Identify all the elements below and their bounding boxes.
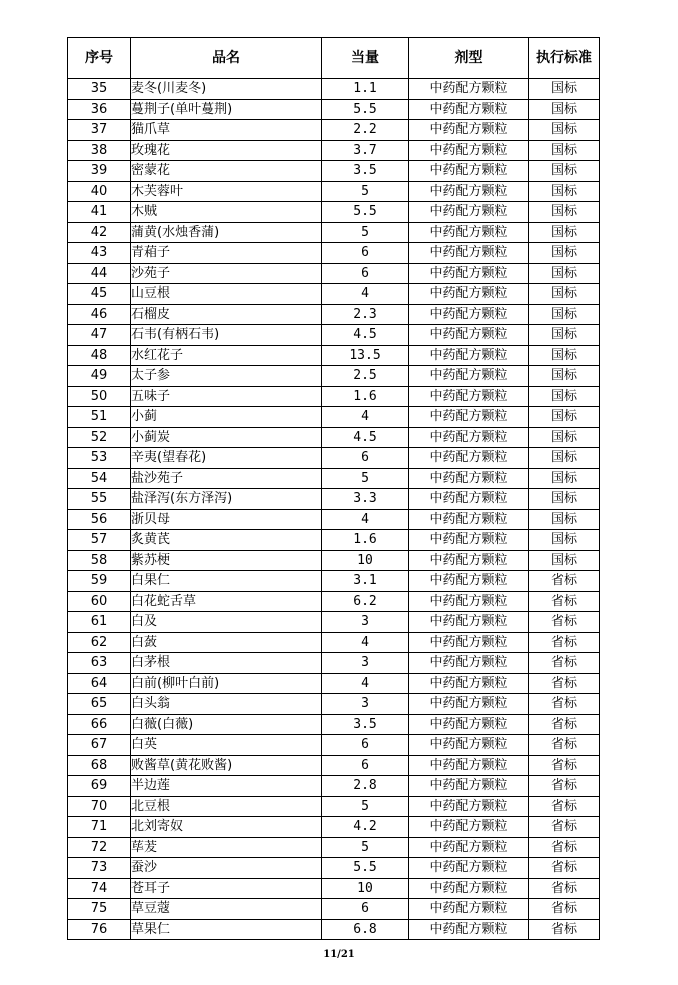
cell-serial: 58 bbox=[68, 550, 131, 571]
cell-dosage-form: 中药配方颗粒 bbox=[409, 878, 529, 899]
cell-standard: 国标 bbox=[529, 407, 600, 428]
cell-dosage-form: 中药配方颗粒 bbox=[409, 366, 529, 387]
cell-dosage-form: 中药配方颗粒 bbox=[409, 550, 529, 571]
cell-name: 白前(柳叶白前) bbox=[131, 673, 322, 694]
cell-dosage-form: 中药配方颗粒 bbox=[409, 837, 529, 858]
cell-serial: 61 bbox=[68, 612, 131, 633]
cell-standard: 国标 bbox=[529, 181, 600, 202]
cell-serial: 46 bbox=[68, 304, 131, 325]
cell-standard: 国标 bbox=[529, 325, 600, 346]
cell-name: 木芙蓉叶 bbox=[131, 181, 322, 202]
table-row bbox=[68, 755, 600, 776]
cell-standard: 国标 bbox=[529, 345, 600, 366]
cell-equivalent: 5 bbox=[322, 796, 409, 817]
cell-standard: 省标 bbox=[529, 612, 600, 633]
cell-equivalent: 1.1 bbox=[322, 79, 409, 100]
cell-serial: 42 bbox=[68, 222, 131, 243]
table-row bbox=[68, 817, 600, 838]
cell-standard: 省标 bbox=[529, 591, 600, 612]
cell-equivalent: 5.5 bbox=[322, 99, 409, 120]
cell-equivalent: 4.5 bbox=[322, 325, 409, 346]
cell-equivalent: 10 bbox=[322, 550, 409, 571]
cell-serial: 54 bbox=[68, 468, 131, 489]
cell-name: 白及 bbox=[131, 612, 322, 633]
cell-standard: 省标 bbox=[529, 919, 600, 940]
cell-name: 草豆蔻 bbox=[131, 899, 322, 920]
cell-standard: 国标 bbox=[529, 120, 600, 141]
cell-name: 五味子 bbox=[131, 386, 322, 407]
cell-equivalent: 3.7 bbox=[322, 140, 409, 161]
cell-name: 蔓荆子(单叶蔓荆) bbox=[131, 99, 322, 120]
cell-equivalent: 3.1 bbox=[322, 571, 409, 592]
cell-name: 败酱草(黄花败酱) bbox=[131, 755, 322, 776]
table-row bbox=[68, 325, 600, 346]
cell-dosage-form: 中药配方颗粒 bbox=[409, 161, 529, 182]
cell-equivalent: 2.3 bbox=[322, 304, 409, 325]
cell-equivalent: 5.5 bbox=[322, 202, 409, 223]
cell-dosage-form: 中药配方颗粒 bbox=[409, 776, 529, 797]
cell-dosage-form: 中药配方颗粒 bbox=[409, 386, 529, 407]
cell-serial: 51 bbox=[68, 407, 131, 428]
table-row bbox=[68, 673, 600, 694]
cell-serial: 50 bbox=[68, 386, 131, 407]
cell-serial: 75 bbox=[68, 899, 131, 920]
cell-serial: 44 bbox=[68, 263, 131, 284]
table-row bbox=[68, 735, 600, 756]
cell-serial: 74 bbox=[68, 878, 131, 899]
cell-serial: 69 bbox=[68, 776, 131, 797]
cell-dosage-form: 中药配方颗粒 bbox=[409, 407, 529, 428]
cell-name: 白茅根 bbox=[131, 653, 322, 674]
cell-dosage-form: 中药配方颗粒 bbox=[409, 427, 529, 448]
cell-dosage-form: 中药配方颗粒 bbox=[409, 120, 529, 141]
cell-standard: 省标 bbox=[529, 878, 600, 899]
cell-dosage-form: 中药配方颗粒 bbox=[409, 222, 529, 243]
cell-dosage-form: 中药配方颗粒 bbox=[409, 79, 529, 100]
page-number: 11/21 bbox=[323, 949, 355, 960]
cell-dosage-form: 中药配方颗粒 bbox=[409, 284, 529, 305]
cell-dosage-form: 中药配方颗粒 bbox=[409, 530, 529, 551]
cell-equivalent: 4 bbox=[322, 407, 409, 428]
cell-serial: 60 bbox=[68, 591, 131, 612]
cell-name: 盐泽泻(东方泽泻) bbox=[131, 489, 322, 510]
cell-standard: 国标 bbox=[529, 489, 600, 510]
cell-serial: 35 bbox=[68, 79, 131, 100]
cell-serial: 47 bbox=[68, 325, 131, 346]
cell-standard: 国标 bbox=[529, 140, 600, 161]
cell-equivalent: 13.5 bbox=[322, 345, 409, 366]
cell-standard: 国标 bbox=[529, 304, 600, 325]
table-row bbox=[68, 632, 600, 653]
cell-equivalent: 4.5 bbox=[322, 427, 409, 448]
cell-standard: 省标 bbox=[529, 632, 600, 653]
table-row bbox=[68, 776, 600, 797]
header-standard: 执行标准 bbox=[529, 38, 600, 79]
cell-serial: 45 bbox=[68, 284, 131, 305]
cell-serial: 68 bbox=[68, 755, 131, 776]
cell-equivalent: 1.6 bbox=[322, 530, 409, 551]
cell-name: 荜茇 bbox=[131, 837, 322, 858]
cell-name: 玫瑰花 bbox=[131, 140, 322, 161]
cell-standard: 省标 bbox=[529, 776, 600, 797]
cell-name: 白果仁 bbox=[131, 571, 322, 592]
cell-dosage-form: 中药配方颗粒 bbox=[409, 714, 529, 735]
cell-serial: 43 bbox=[68, 243, 131, 264]
table-row bbox=[68, 120, 600, 141]
cell-dosage-form: 中药配方颗粒 bbox=[409, 181, 529, 202]
cell-serial: 63 bbox=[68, 653, 131, 674]
cell-standard: 国标 bbox=[529, 448, 600, 469]
cell-standard: 国标 bbox=[529, 222, 600, 243]
cell-standard: 省标 bbox=[529, 899, 600, 920]
cell-serial: 36 bbox=[68, 99, 131, 120]
cell-standard: 国标 bbox=[529, 263, 600, 284]
table-row bbox=[68, 99, 600, 120]
cell-standard: 国标 bbox=[529, 550, 600, 571]
cell-dosage-form: 中药配方颗粒 bbox=[409, 591, 529, 612]
table-row bbox=[68, 386, 600, 407]
cell-name: 石韦(有柄石韦) bbox=[131, 325, 322, 346]
cell-name: 浙贝母 bbox=[131, 509, 322, 530]
table-row bbox=[68, 489, 600, 510]
cell-name: 白蔹 bbox=[131, 632, 322, 653]
cell-serial: 52 bbox=[68, 427, 131, 448]
table-row bbox=[68, 919, 600, 940]
cell-serial: 53 bbox=[68, 448, 131, 469]
medicine-table bbox=[67, 37, 600, 940]
cell-equivalent: 2.8 bbox=[322, 776, 409, 797]
cell-equivalent: 4 bbox=[322, 632, 409, 653]
cell-serial: 41 bbox=[68, 202, 131, 223]
cell-equivalent: 4.2 bbox=[322, 817, 409, 838]
cell-name: 草果仁 bbox=[131, 919, 322, 940]
cell-dosage-form: 中药配方颗粒 bbox=[409, 858, 529, 879]
cell-equivalent: 4 bbox=[322, 509, 409, 530]
cell-dosage-form: 中药配方颗粒 bbox=[409, 99, 529, 120]
cell-name: 辛夷(望春花) bbox=[131, 448, 322, 469]
cell-equivalent: 6.2 bbox=[322, 591, 409, 612]
cell-dosage-form: 中药配方颗粒 bbox=[409, 468, 529, 489]
cell-dosage-form: 中药配方颗粒 bbox=[409, 694, 529, 715]
cell-name: 木贼 bbox=[131, 202, 322, 223]
cell-name: 白花蛇舌草 bbox=[131, 591, 322, 612]
table-row bbox=[68, 858, 600, 879]
cell-serial: 40 bbox=[68, 181, 131, 202]
table-row bbox=[68, 530, 600, 551]
header-serial: 序号 bbox=[68, 38, 131, 79]
cell-name: 沙苑子 bbox=[131, 263, 322, 284]
cell-name: 北豆根 bbox=[131, 796, 322, 817]
cell-equivalent: 3 bbox=[322, 612, 409, 633]
table-row bbox=[68, 653, 600, 674]
cell-name: 山豆根 bbox=[131, 284, 322, 305]
cell-dosage-form: 中药配方颗粒 bbox=[409, 919, 529, 940]
table-row bbox=[68, 427, 600, 448]
table-row bbox=[68, 79, 600, 100]
cell-name: 太子参 bbox=[131, 366, 322, 387]
table-row bbox=[68, 796, 600, 817]
cell-dosage-form: 中药配方颗粒 bbox=[409, 345, 529, 366]
cell-name: 苍耳子 bbox=[131, 878, 322, 899]
cell-name: 密蒙花 bbox=[131, 161, 322, 182]
cell-name: 麦冬(川麦冬) bbox=[131, 79, 322, 100]
cell-dosage-form: 中药配方颗粒 bbox=[409, 796, 529, 817]
cell-serial: 64 bbox=[68, 673, 131, 694]
cell-standard: 省标 bbox=[529, 571, 600, 592]
table-row bbox=[68, 612, 600, 633]
table-row bbox=[68, 714, 600, 735]
table-row bbox=[68, 550, 600, 571]
cell-dosage-form: 中药配方颗粒 bbox=[409, 140, 529, 161]
cell-dosage-form: 中药配方颗粒 bbox=[409, 632, 529, 653]
cell-serial: 66 bbox=[68, 714, 131, 735]
cell-equivalent: 5 bbox=[322, 837, 409, 858]
cell-standard: 国标 bbox=[529, 530, 600, 551]
cell-standard: 国标 bbox=[529, 99, 600, 120]
table-row bbox=[68, 202, 600, 223]
cell-serial: 38 bbox=[68, 140, 131, 161]
cell-serial: 57 bbox=[68, 530, 131, 551]
cell-standard: 省标 bbox=[529, 817, 600, 838]
table-row bbox=[68, 243, 600, 264]
table-header-row bbox=[68, 38, 600, 79]
cell-dosage-form: 中药配方颗粒 bbox=[409, 304, 529, 325]
cell-equivalent: 3.5 bbox=[322, 161, 409, 182]
cell-name: 北刘寄奴 bbox=[131, 817, 322, 838]
cell-equivalent: 6 bbox=[322, 735, 409, 756]
cell-name: 青葙子 bbox=[131, 243, 322, 264]
cell-dosage-form: 中药配方颗粒 bbox=[409, 202, 529, 223]
cell-equivalent: 1.6 bbox=[322, 386, 409, 407]
cell-equivalent: 6 bbox=[322, 263, 409, 284]
cell-dosage-form: 中药配方颗粒 bbox=[409, 612, 529, 633]
table-row bbox=[68, 694, 600, 715]
cell-equivalent: 2.2 bbox=[322, 120, 409, 141]
header-dosage-form: 剂型 bbox=[409, 38, 529, 79]
cell-standard: 省标 bbox=[529, 755, 600, 776]
cell-serial: 76 bbox=[68, 919, 131, 940]
cell-equivalent: 5.5 bbox=[322, 858, 409, 879]
cell-name: 盐沙苑子 bbox=[131, 468, 322, 489]
cell-standard: 省标 bbox=[529, 653, 600, 674]
cell-name: 小蓟炭 bbox=[131, 427, 322, 448]
cell-name: 炙黄芪 bbox=[131, 530, 322, 551]
cell-dosage-form: 中药配方颗粒 bbox=[409, 509, 529, 530]
cell-equivalent: 6 bbox=[322, 243, 409, 264]
cell-serial: 56 bbox=[68, 509, 131, 530]
cell-equivalent: 2.5 bbox=[322, 366, 409, 387]
cell-dosage-form: 中药配方颗粒 bbox=[409, 673, 529, 694]
header-equivalent: 当量 bbox=[322, 38, 409, 79]
cell-standard: 省标 bbox=[529, 714, 600, 735]
cell-equivalent: 4 bbox=[322, 673, 409, 694]
cell-name: 小蓟 bbox=[131, 407, 322, 428]
cell-equivalent: 4 bbox=[322, 284, 409, 305]
cell-standard: 国标 bbox=[529, 79, 600, 100]
cell-equivalent: 5 bbox=[322, 181, 409, 202]
cell-equivalent: 10 bbox=[322, 878, 409, 899]
cell-serial: 67 bbox=[68, 735, 131, 756]
table-row bbox=[68, 571, 600, 592]
cell-equivalent: 5 bbox=[322, 222, 409, 243]
table-row bbox=[68, 591, 600, 612]
cell-standard: 省标 bbox=[529, 735, 600, 756]
cell-name: 白英 bbox=[131, 735, 322, 756]
cell-equivalent: 6 bbox=[322, 448, 409, 469]
cell-standard: 国标 bbox=[529, 243, 600, 264]
table-row bbox=[68, 407, 600, 428]
cell-standard: 国标 bbox=[529, 509, 600, 530]
cell-equivalent: 6.8 bbox=[322, 919, 409, 940]
table-row bbox=[68, 140, 600, 161]
table-row bbox=[68, 837, 600, 858]
cell-dosage-form: 中药配方颗粒 bbox=[409, 735, 529, 756]
cell-dosage-form: 中药配方颗粒 bbox=[409, 243, 529, 264]
table-row bbox=[68, 878, 600, 899]
table-row bbox=[68, 366, 600, 387]
table-row bbox=[68, 284, 600, 305]
cell-equivalent: 3 bbox=[322, 653, 409, 674]
cell-name: 白头翁 bbox=[131, 694, 322, 715]
cell-dosage-form: 中药配方颗粒 bbox=[409, 653, 529, 674]
cell-standard: 国标 bbox=[529, 366, 600, 387]
table-row bbox=[68, 222, 600, 243]
cell-name: 水红花子 bbox=[131, 345, 322, 366]
cell-dosage-form: 中药配方颗粒 bbox=[409, 571, 529, 592]
cell-standard: 国标 bbox=[529, 427, 600, 448]
cell-name: 半边莲 bbox=[131, 776, 322, 797]
cell-equivalent: 5 bbox=[322, 468, 409, 489]
cell-equivalent: 6 bbox=[322, 755, 409, 776]
cell-serial: 37 bbox=[68, 120, 131, 141]
cell-serial: 70 bbox=[68, 796, 131, 817]
table-row bbox=[68, 263, 600, 284]
cell-standard: 国标 bbox=[529, 161, 600, 182]
table-row bbox=[68, 899, 600, 920]
cell-serial: 71 bbox=[68, 817, 131, 838]
cell-standard: 省标 bbox=[529, 837, 600, 858]
cell-dosage-form: 中药配方颗粒 bbox=[409, 489, 529, 510]
cell-dosage-form: 中药配方颗粒 bbox=[409, 817, 529, 838]
cell-standard: 国标 bbox=[529, 468, 600, 489]
cell-dosage-form: 中药配方颗粒 bbox=[409, 899, 529, 920]
cell-dosage-form: 中药配方颗粒 bbox=[409, 755, 529, 776]
cell-dosage-form: 中药配方颗粒 bbox=[409, 325, 529, 346]
cell-standard: 国标 bbox=[529, 386, 600, 407]
cell-standard: 省标 bbox=[529, 694, 600, 715]
table-row bbox=[68, 448, 600, 469]
cell-serial: 49 bbox=[68, 366, 131, 387]
cell-name: 猫爪草 bbox=[131, 120, 322, 141]
table-row bbox=[68, 468, 600, 489]
cell-name: 白薇(白薇) bbox=[131, 714, 322, 735]
cell-name: 蚕沙 bbox=[131, 858, 322, 879]
cell-equivalent: 3 bbox=[322, 694, 409, 715]
cell-serial: 48 bbox=[68, 345, 131, 366]
table-row bbox=[68, 345, 600, 366]
cell-equivalent: 3.5 bbox=[322, 714, 409, 735]
cell-serial: 59 bbox=[68, 571, 131, 592]
cell-standard: 省标 bbox=[529, 673, 600, 694]
cell-serial: 55 bbox=[68, 489, 131, 510]
table-row bbox=[68, 304, 600, 325]
cell-dosage-form: 中药配方颗粒 bbox=[409, 448, 529, 469]
cell-serial: 65 bbox=[68, 694, 131, 715]
cell-standard: 国标 bbox=[529, 284, 600, 305]
cell-serial: 73 bbox=[68, 858, 131, 879]
cell-standard: 省标 bbox=[529, 858, 600, 879]
cell-serial: 39 bbox=[68, 161, 131, 182]
cell-equivalent: 6 bbox=[322, 899, 409, 920]
cell-standard: 省标 bbox=[529, 796, 600, 817]
table-row bbox=[68, 161, 600, 182]
cell-equivalent: 3.3 bbox=[322, 489, 409, 510]
cell-name: 石榴皮 bbox=[131, 304, 322, 325]
cell-name: 蒲黄(水烛香蒲) bbox=[131, 222, 322, 243]
table-row bbox=[68, 509, 600, 530]
cell-serial: 62 bbox=[68, 632, 131, 653]
cell-serial: 72 bbox=[68, 837, 131, 858]
header-name: 品名 bbox=[131, 38, 322, 79]
table-row bbox=[68, 181, 600, 202]
cell-standard: 国标 bbox=[529, 202, 600, 223]
cell-dosage-form: 中药配方颗粒 bbox=[409, 263, 529, 284]
cell-name: 紫苏梗 bbox=[131, 550, 322, 571]
